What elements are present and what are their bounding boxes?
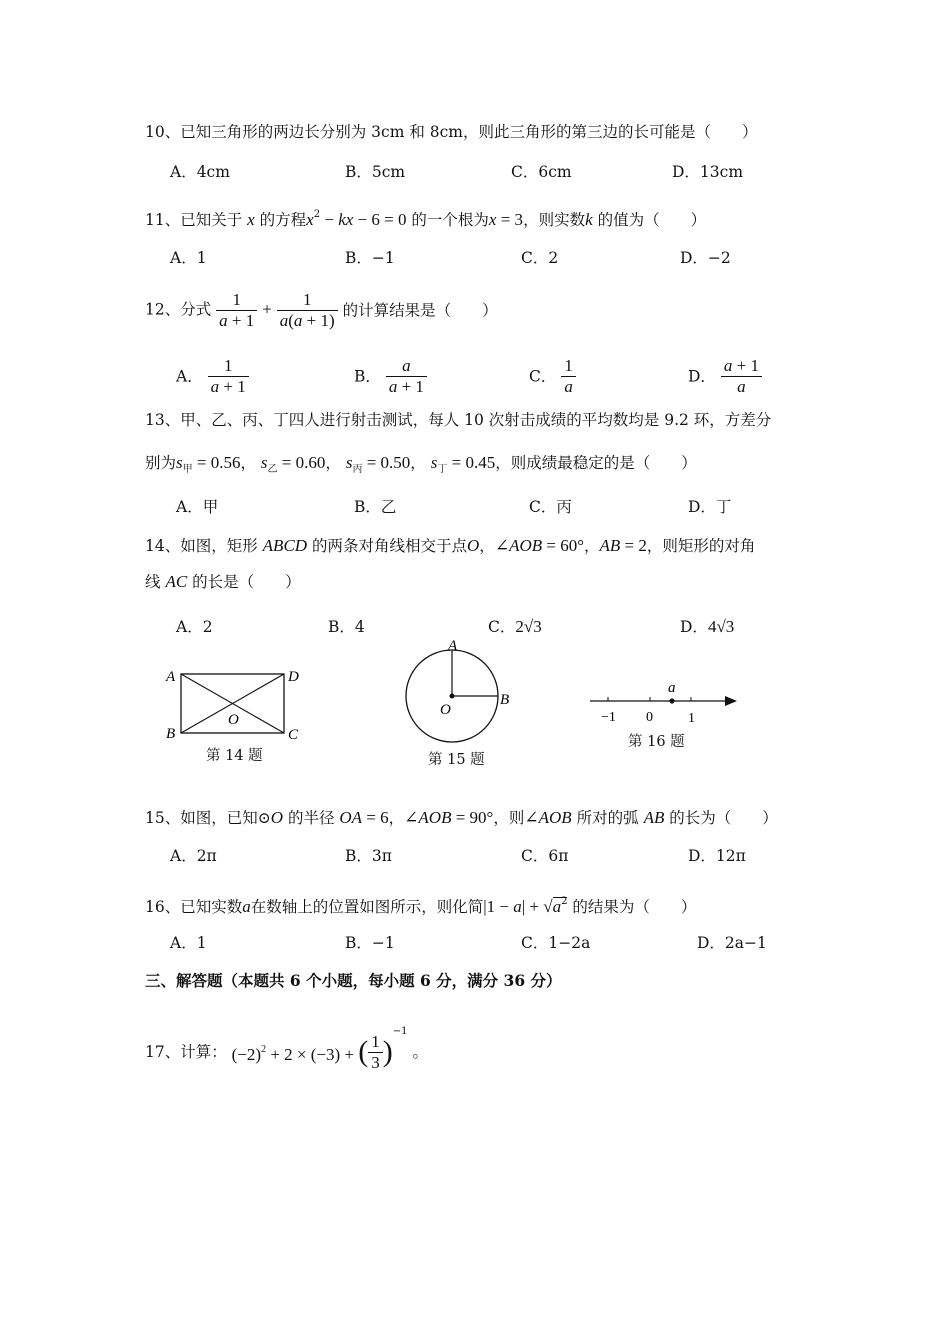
label-a: A xyxy=(166,669,176,685)
q13-line2: 别为$s_甲 = 0.56$， $s_乙 = 0.60$， $s_丙 = 0.50$， $s_丁 = 0.45$，则成绩最稳定的是（ ） xyxy=(145,453,697,475)
q13-option-b: B．乙 xyxy=(354,498,397,516)
q13-option-c: C．丙 xyxy=(529,498,572,516)
axis-arrow xyxy=(725,696,737,706)
q11-option-b: B．−1 xyxy=(345,249,395,267)
q10-option-a: A．4cm xyxy=(170,163,230,181)
q16-option-c: C．1−2a xyxy=(521,934,591,952)
q15-option-b: B．3π xyxy=(345,847,392,865)
q14-option-c: C．2√3 xyxy=(488,617,542,636)
q14-line1: 14、如图，矩形 ABCD 的两条对角线相交于点O，∠AOB = 60°，AB = 2，则矩形的对角 xyxy=(145,536,756,555)
label-b: B xyxy=(166,726,176,742)
q11-option-a: A．1 xyxy=(170,249,207,267)
q15-option-c: C．6π xyxy=(521,847,569,865)
q12-option-c: C． $\frac{1}{a}$ xyxy=(529,356,576,397)
q12-option-b: B． $\frac{a}{a + 1}$ xyxy=(354,356,427,397)
section-3-heading: 三、解答题（本题共 6 个小题，每小题 6 分，满分 36 分） xyxy=(145,971,562,990)
q16-option-d: D．2a−1 xyxy=(697,934,767,952)
q13-option-a: A．甲 xyxy=(176,498,219,516)
figure-16-number-line xyxy=(585,676,745,726)
point-a xyxy=(669,698,674,703)
q12-stem: 12、分式 $\frac{1}{a + 1}$ + $\frac{1}{a(a + 1)}$ 的计算结果是（ ） xyxy=(145,290,498,330)
tick-label-1: 1 xyxy=(688,711,695,726)
center-point xyxy=(450,694,455,699)
point-label-a: a xyxy=(668,680,676,696)
q16-option-b: B．−1 xyxy=(345,934,395,952)
label-c: C xyxy=(288,727,299,743)
q10-option-d: D．13cm xyxy=(672,163,744,181)
q11-option-d: D．−2 xyxy=(680,249,731,267)
q17-stem: 17、计算： $(-2)^2 + 2 \times (-3)$ + ( $\frac{1}{3}$ )$^{-1}$ 。 xyxy=(145,1026,428,1072)
tick-label-0: 0 xyxy=(646,710,653,725)
q14-line2: 线 AC 的长是（ ） xyxy=(145,572,301,591)
label-o: O xyxy=(440,702,451,718)
figure-14-rectangle xyxy=(160,662,310,748)
q15-stem: 15、如图，已知⊙O 的半径 OA = 6，∠AOB = 90°，则∠AOB 所对的弧 AB 的长为（ ） xyxy=(145,808,778,827)
caption-14: 第 14 题 xyxy=(206,748,263,764)
q10-option-b: B．5cm xyxy=(345,163,406,181)
q15-option-d: D．12π xyxy=(688,847,746,865)
figure-15-circle xyxy=(398,634,523,749)
q15-option-a: A．2π xyxy=(170,847,217,865)
q14-option-d: D．4√3 xyxy=(680,617,735,636)
q12-option-a: A． $\frac{1}{a + 1}$ xyxy=(176,356,249,397)
label-a: A xyxy=(448,638,458,654)
q16-stem: 16、已知实数a在数轴上的位置如图所示，则化简$|1 - a| + √a^2$ 的结果为（ ） xyxy=(145,896,697,916)
q10-option-c: C．6cm xyxy=(511,163,572,181)
q14-option-a: A．2 xyxy=(176,618,213,636)
caption-15: 第 15 题 xyxy=(428,752,485,768)
q14-option-b: B．4 xyxy=(328,618,365,636)
q11-stem: 11、已知关于 x 的方程$x^2$ − kx − 6 = 0 的一个根为x = 3，则实数k 的值为（ ） xyxy=(145,209,707,229)
q16-option-a: A．1 xyxy=(170,934,207,952)
tick-label-minus-1: −1 xyxy=(601,710,616,725)
q11-option-c: C．2 xyxy=(521,249,559,267)
q12-option-d: D． $\frac{a + 1}{a}$ xyxy=(688,356,762,397)
q10-stem: 10、已知三角形的两边长分别为 3cm 和 8cm，则此三角形的第三边的长可能是（ ） xyxy=(145,123,758,141)
label-d: D xyxy=(288,669,299,685)
label-b: B xyxy=(500,692,510,708)
q13-line1: 13、甲、乙、丙、丁四人进行射击测试，每人 10 次射击成绩的平均数均是 9.2 环，方差分 xyxy=(145,411,772,429)
q13-option-d: D．丁 xyxy=(688,498,732,516)
caption-16: 第 16 题 xyxy=(628,734,685,750)
label-o: O xyxy=(228,712,239,728)
